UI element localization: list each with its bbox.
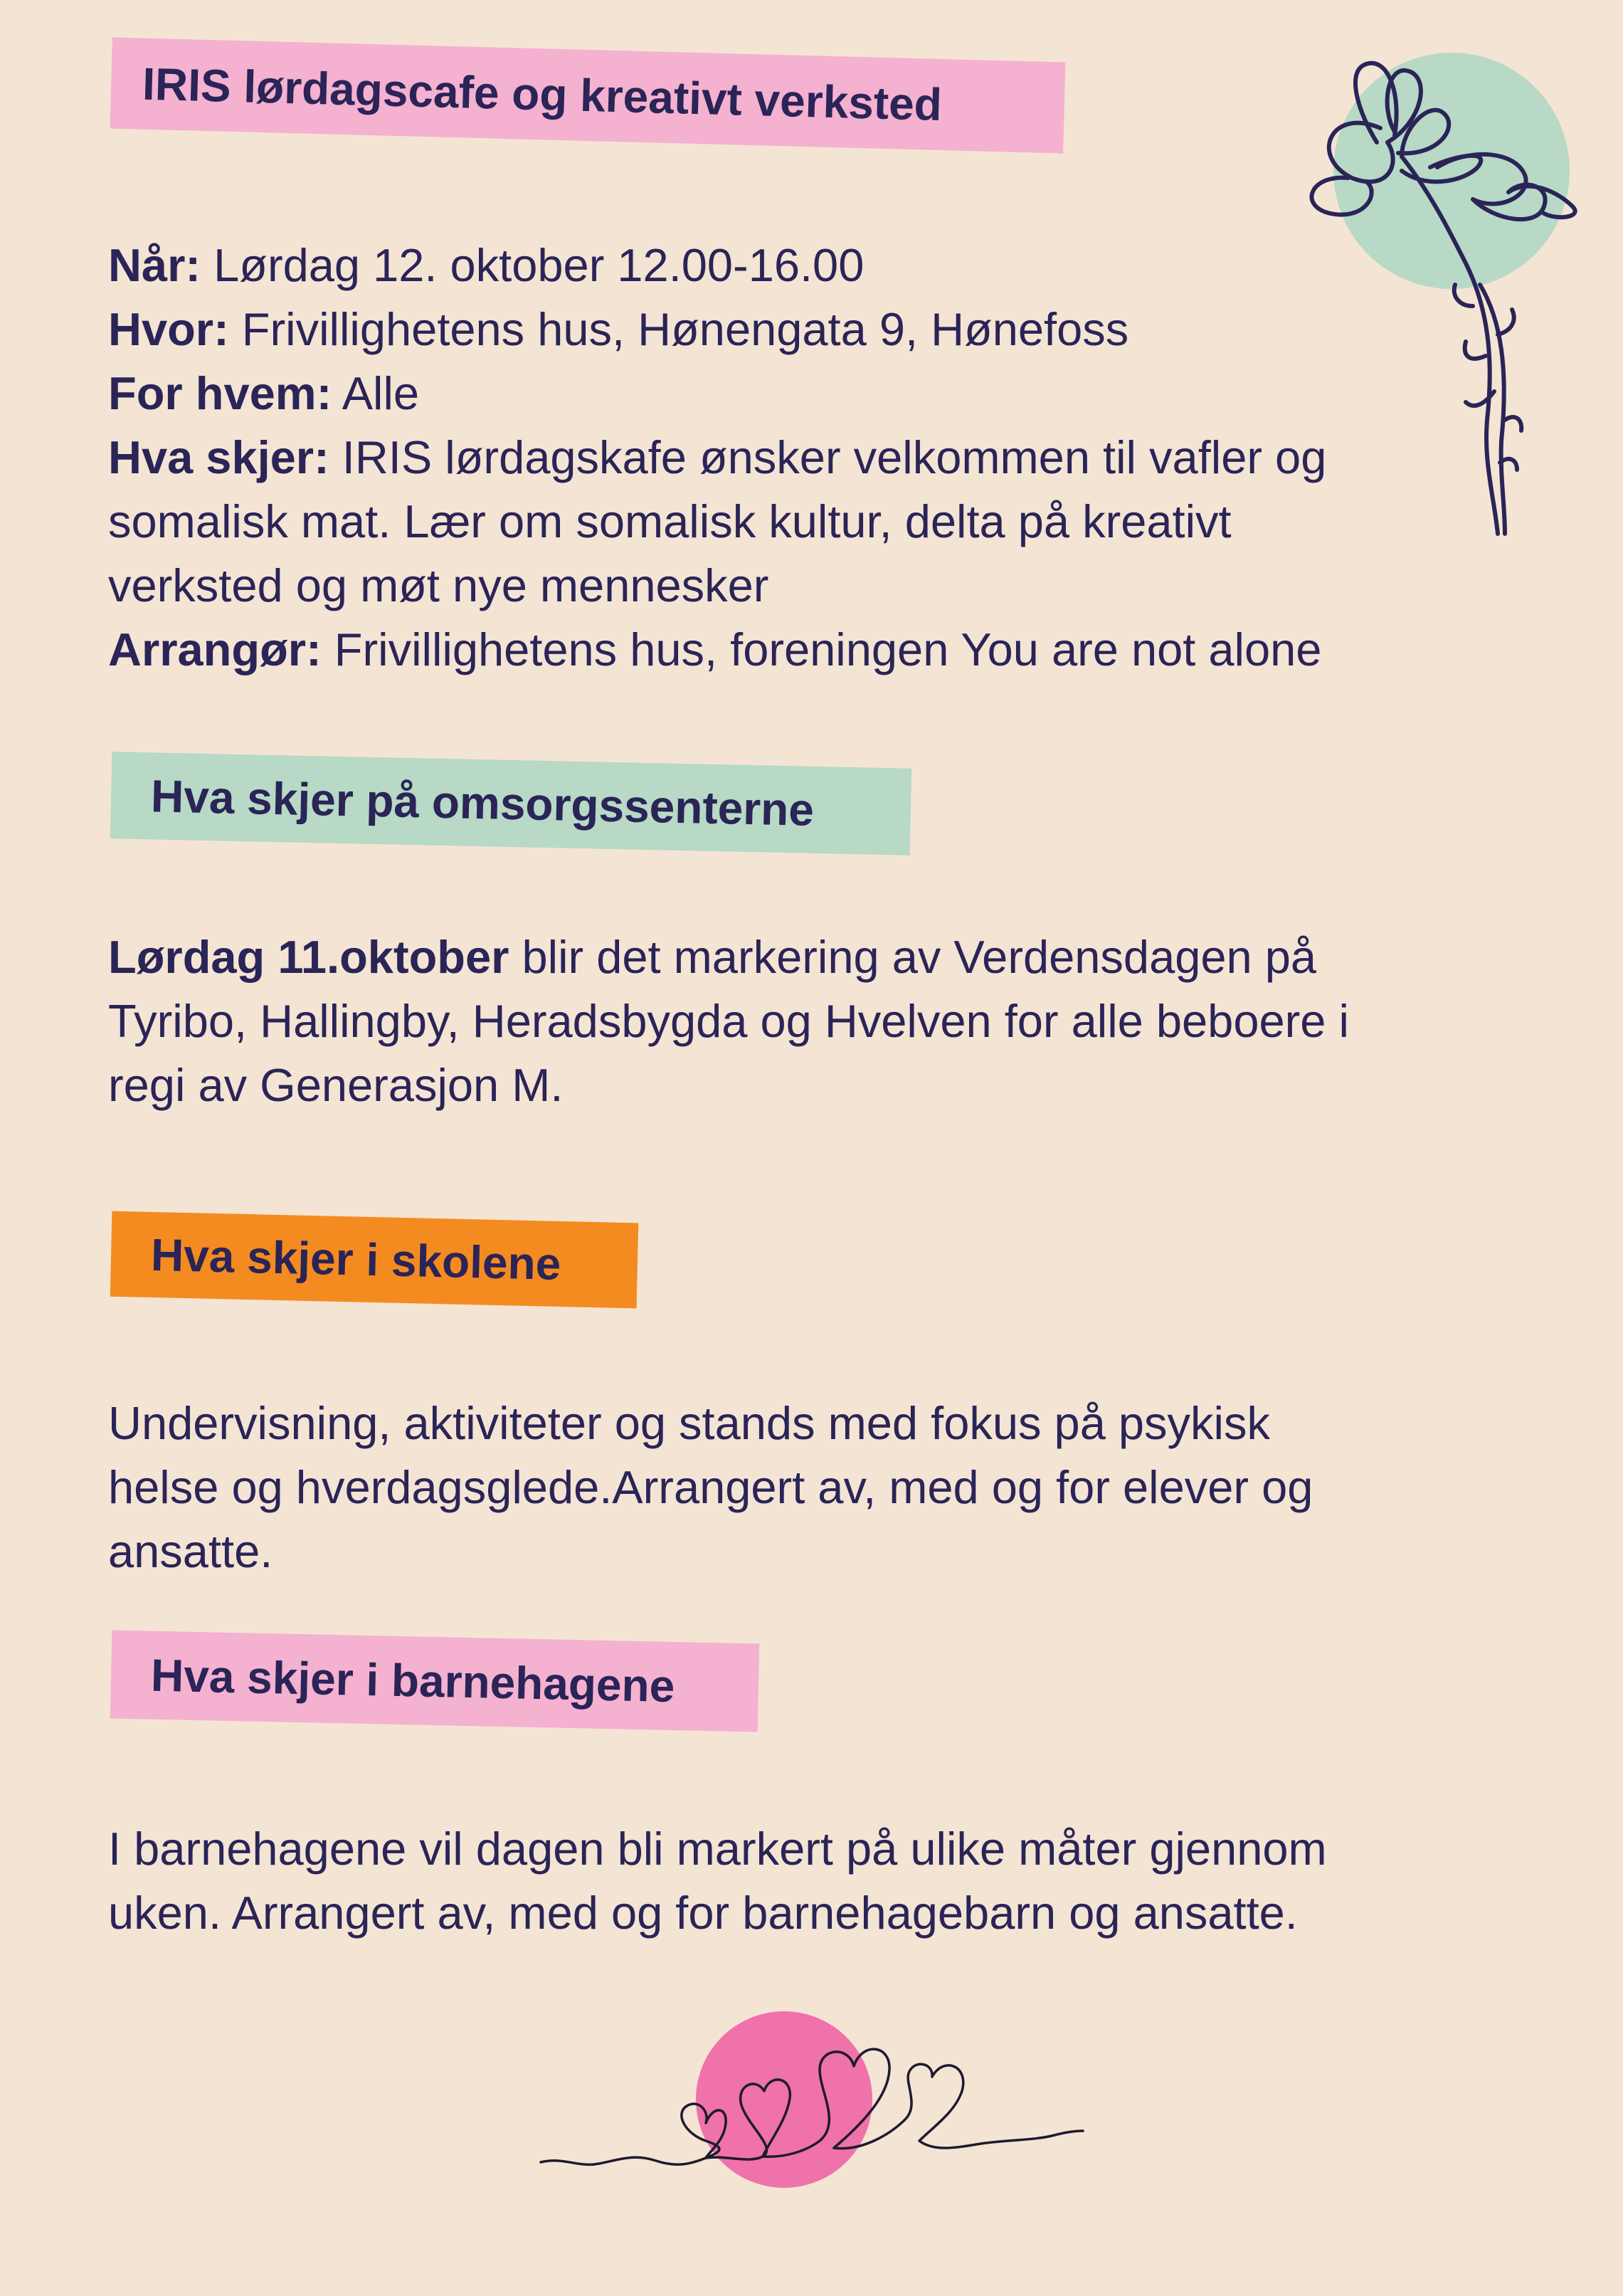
omsorg-line-2: Tyribo, Hallingby, Heradsbygda og Hvelven for alle beboere i [108,995,1349,1047]
what-line-3: verksted og møt nye mennesker [108,559,769,611]
barnehage-line-2: uken. Arrangert av, med og for barnehagebarn og ansatte. [108,1887,1298,1939]
heading-barnehage-label: Hva skjer i barnehagene [150,1649,676,1712]
omsorg-line-1-text: blir det markering av Verdensdagen på [509,931,1317,983]
heading-omsorg [110,752,911,855]
skole-line-1: Undervisning, aktiviteter og stands med fokus på psykisk [108,1397,1270,1449]
for-label: For hvem: [108,367,332,419]
pink-circle [696,2011,872,2188]
for-row [108,362,1446,426]
where-value: Frivillighetens hus, Hønengata 9, Hønefoss [228,303,1129,355]
where-label: Hvor: [108,303,229,355]
skole-text [108,1391,1460,1584]
organizer-label: Arrangør: [108,623,322,675]
heading-iris [110,37,1066,153]
event-info [108,233,1446,682]
for-value: Alle [332,367,420,419]
heading-barnehage [110,1630,759,1732]
where-row [108,297,1446,362]
heading-omsorg-label: Hva skjer på omsorgssenterne [150,770,815,836]
heading-skole [110,1211,639,1309]
skole-line-3: ansatte. [108,1525,273,1577]
heading-skole-label: Hva skjer i skolene [150,1228,562,1290]
what-line-1: IRIS lørdagskafe ønsker velkommen til vafler og [329,431,1327,483]
omsorg-line-3: regi av Generasjon M. [108,1059,564,1111]
what-label: Hva skjer: [108,431,329,483]
organizer-row [108,618,1446,682]
barnehage-text [108,1817,1460,1945]
when-label: Når: [108,239,201,291]
organizer-value: Frivillighetens hus, foreningen You are not alone [321,623,1322,675]
what-row [108,426,1446,490]
hearts-line-icon [535,2006,1090,2205]
heading-iris-label: IRIS lørdagscafe og kreativt verksted [142,58,943,131]
omsorg-line-1 [108,925,1460,989]
skole-line-2: helse og hverdagsglede.Arrangert av, med og for elever og [108,1461,1313,1513]
when-row [108,233,1446,297]
omsorg-text [108,925,1460,1117]
barnehage-line-1: I barnehagene vil dagen bli markert på ulike måter gjennom [108,1823,1327,1875]
what-line-2: somalisk mat. Lær om somalisk kultur, delta på kreativt [108,495,1232,547]
omsorg-date: Lørdag 11.oktober [108,931,509,983]
when-value: Lørdag 12. oktober 12.00-16.00 [201,239,865,291]
